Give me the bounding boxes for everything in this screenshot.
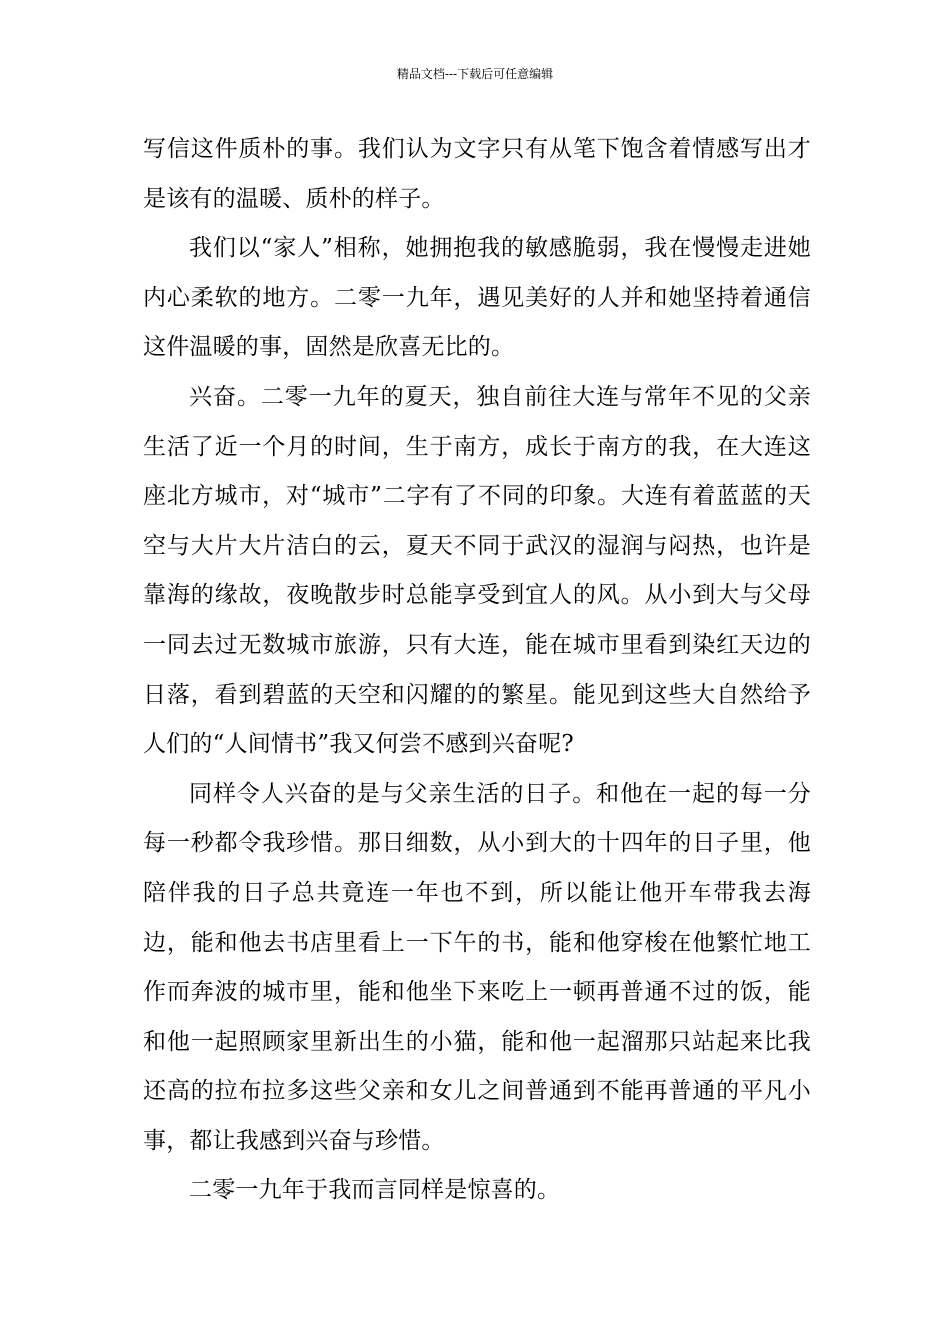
paragraph-4: 同样令人兴奋的是与父亲生活的日子。和他在一起的每一分每一秒都令我珍惜。那日细数，从小到大的十四年的日子里，他陪伴我的日子总共竟连一年也不到，所以能让他开车带我去海边，能和他去书店里看上一下午的书，能和他穿梭在他繁忙地工作而奔波的城市里，能和他坐下来吃上一顿再普通不过的饭，能和他一起照顾家里新出生的小猫，能和他一起溜那只站起来比我还高的拉布拉多这些父亲和女儿之间普通到不能再普通的平凡小事，都让我感到兴奋与珍惜。 xyxy=(143,780,811,1154)
paragraph-3: 兴奋。二零一九年的夏天，独自前往大连与常年不见的父亲生活了近一个月的时间，生于南方，成长于南方的我，在大连这座北方城市，对“城市”二字有了不同的印象。大连有着蓝蓝的天空与大片大片洁白的云，夏天不同于武汉的湿润与闷热，也许是靠海的缘故，夜晚散步时总能享受到宜人的风。从小到大与父母一同去过无数城市旅游，只有大连，能在城市里看到染红天边的日落，看到碧蓝的天空和闪耀的的繁星。能见到这些大自然给予人们的“人间情书”我又何尝不感到兴奋呢? xyxy=(143,383,811,758)
paragraph-1: 写信这件质朴的事。我们认为文字只有从笔下饱含着情感写出才是该有的温暖、质朴的样子。 xyxy=(143,136,811,212)
document-body xyxy=(143,125,811,1216)
page-header: 精品文档---下载后可任意编辑 xyxy=(396,67,554,81)
paragraph-2: 我们以“家人”相称，她拥抱我的敏感脆弱，我在慢慢走进她内心柔软的地方。二零一九年，遇见美好的人并和她坚持着通信这件温暖的事，固然是欣喜无比的。 xyxy=(143,235,811,361)
paragraph-5: 二零一九年于我而言同样是惊喜的。 xyxy=(189,1177,561,1204)
